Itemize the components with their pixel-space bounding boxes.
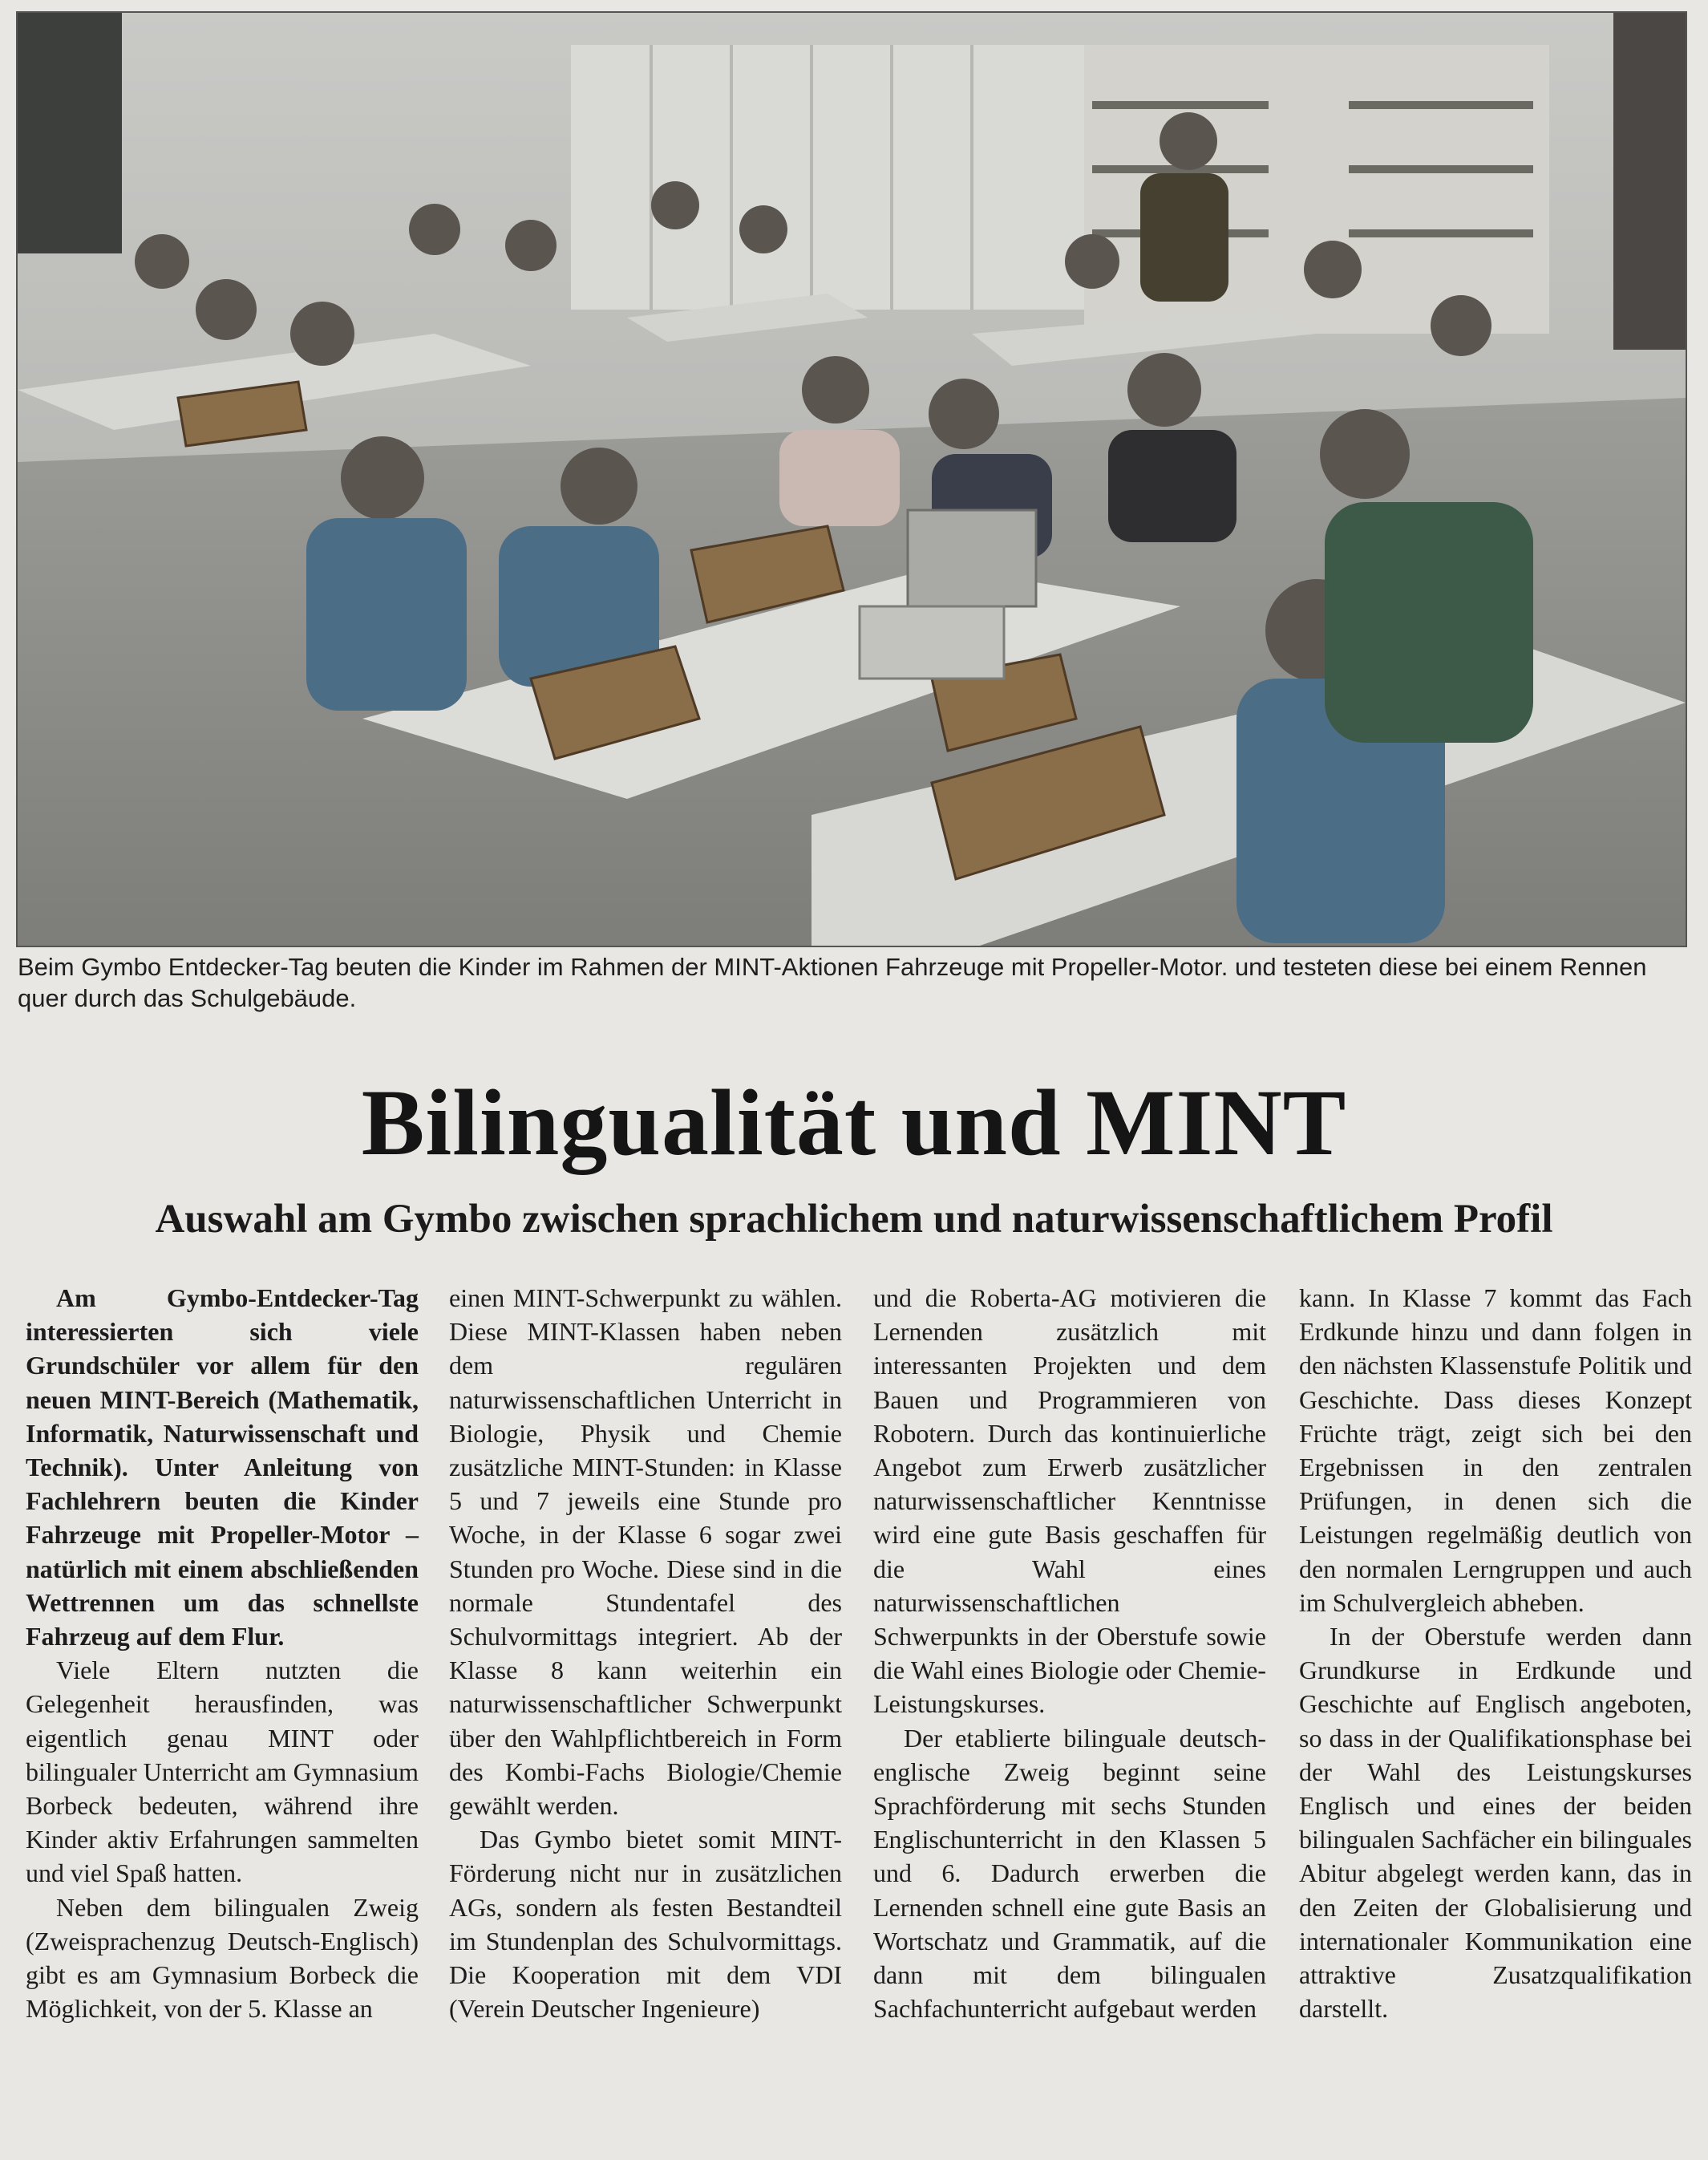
paragraph: Das Gymbo bietet somit MINT-Förderung nicht nur in zusätzlichen AGs, sondern als festen Bestandteil im Stundenplan des Schulvormittags. Die Kooperation mit dem VDI (Verein Deutscher Ingenieure): [449, 1825, 842, 2024]
headline: Bilingualität und MINT: [361, 1070, 1347, 1175]
article-photo: [16, 11, 1687, 947]
classroom-photo-icon: [18, 13, 1686, 946]
photo-caption: Beim Gymbo Entdecker-Tag beuten die Kinder im Rahmen der MINT-Aktionen Fahrzeuge mit Propeller-Motor. und testeten diese bei einem Rennen quer durch das Schulgebäude.: [18, 953, 1647, 1012]
article-column-2: [449, 1281, 842, 2025]
article-column-4: [1299, 1281, 1692, 2025]
paragraph: Neben dem bilingualen Zweig (Zweisprachenzug Deutsch-Englisch) gibt es am Gymnasium Borbeck die Möglichkeit, von der 5. Klasse an: [26, 1892, 419, 2024]
paragraph: und die Roberta-AG motivieren die Lernenden zusätzlich mit interessanten Projekten und dem Bauen und Programmieren von Robotern. Durch das kontinuierliche Angebot zum Erwerb zusätzlicher naturwissenschaftlicher Kenntnisse wird eine gute Basis geschaffen für die Wahl eines naturwissenschaftlichen Schwerpunkts in der Oberstufe sowie die Wahl eines Biologie oder Chemie-Leistungskurses.: [873, 1283, 1266, 1719]
subheadline: Auswahl am Gymbo zwischen sprachlichem und naturwissenschaftlichem Profil: [155, 1197, 1553, 1242]
paragraph: In der Oberstufe werden dann Grundkurse in Erdkunde und Geschichte auf Englisch angeboten, so dass in der Qualifikationsphase bei der Wahl des Leistungskurses Englisch und eines der beiden bilingualen Sachfächer ein bilinguales Abitur abgelegt werden kann, das in den Zeiten der Globalisierung und internationaler Kommunikation eine attraktive Zusatzqualifikation darstellt.: [1299, 1622, 1692, 2024]
paragraph: Viele Eltern nutzten die Gelegenheit herausfinden, was eigentlich genau MINT oder bilingualer Unterricht am Gymnasium Borbeck bedeuten, während ihre Kinder aktiv Erfahrungen sammelten und viel Spaß hatten.: [26, 1655, 419, 1888]
article-column-3: [873, 1281, 1266, 2025]
lead-paragraph: Am Gymbo-Entdecker-Tag interessierten sich viele Grundschüler vor allem für den neuen MINT-Bereich (Mathematik, Informatik, Naturwissenschaft und Technik). Unter Anleitung von Fachlehrern beuten die Kinder Fahrzeuge mit Propeller-Motor – natürlich mit einem abschließenden Wettrennen um das schnellste Fahrzeug auf dem Flur.: [26, 1283, 419, 1651]
article-column-1: [26, 1281, 419, 2025]
paragraph: kann. In Klasse 7 kommt das Fach Erdkunde hinzu und dann folgen in den nächsten Klassenstufe Politik und Geschichte. Dass dieses Konzept Früchte trägt, zeigt sich bei den Ergebnissen in den zentralen Prüfungen, in denen sich die Leistungen regelmäßig deutlich von den normalen Lerngruppen und auch im Schulvergleich abheben.: [1299, 1283, 1692, 1617]
paragraph: einen MINT-Schwerpunkt zu wählen. Diese MINT-Klassen haben neben dem regulären naturwissenschaftlichen Unterricht in Biologie, Physik und Chemie zusätzliche MINT-Stunden: in Klasse 5 und 7 jeweils eine Stunde pro Woche, in der Klasse 6 sogar zwei Stunden pro Woche. Diese sind in die normale Stundentafel des Schulvormittags integriert. Ab der Klasse 8 kann weiterhin ein naturwissenschaftlicher Schwerpunkt über den Wahlpflichtbereich in Form des Kombi-Fachs Biologie/Chemie gewählt werden.: [449, 1283, 842, 1821]
paragraph: Der etablierte bilinguale deutsch-englische Zweig beginnt seine Sprachförderung mit sechs Stunden Englischunterricht in den Klassen 5 und 6. Dadurch erwerben die Lernenden schnell eine gute Basis an Wortschatz und Grammatik, auf die dann mit dem bilingualen Sachfachunterricht aufgebaut werden: [873, 1723, 1266, 2024]
